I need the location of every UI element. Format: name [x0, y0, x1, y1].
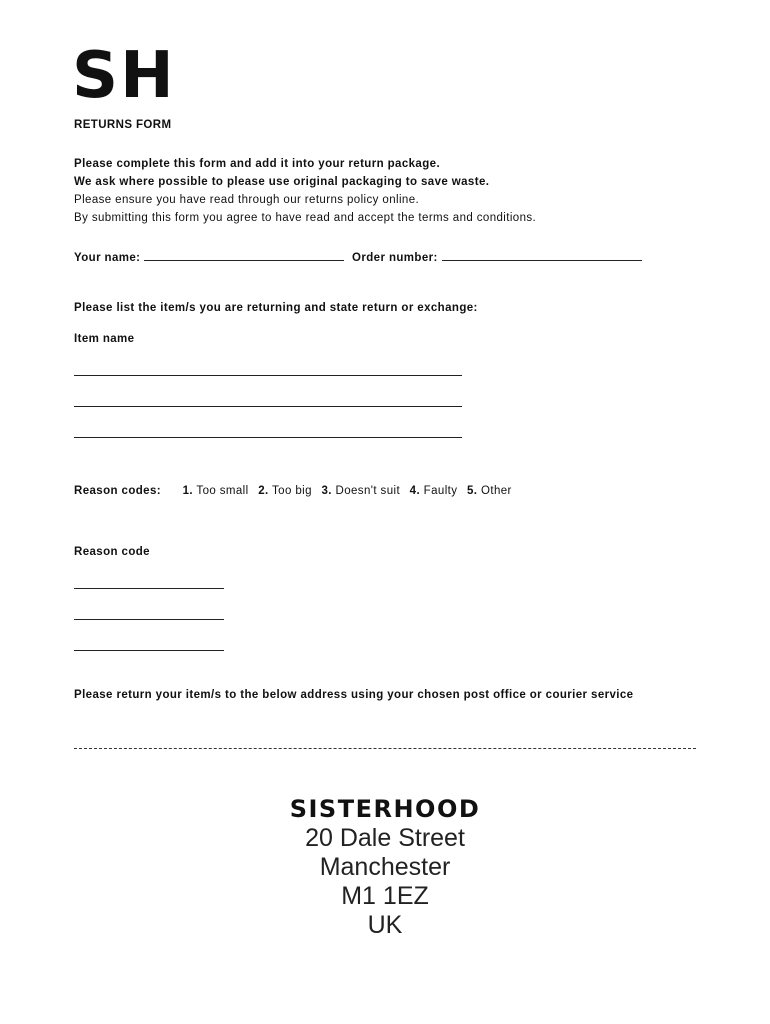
brand-name: SISTERHOOD — [289, 795, 481, 823]
address-street: 20 Dale Street — [305, 824, 465, 852]
logo: SH — [72, 39, 176, 113]
order-number-field[interactable] — [442, 250, 642, 261]
cut-line — [74, 748, 696, 749]
reason-code-text: Too big — [272, 485, 312, 497]
address-postcode: M1 1EZ — [341, 882, 429, 910]
name-field[interactable] — [144, 250, 344, 261]
intro-line-1: Please complete this form and add it into your return package. — [74, 158, 441, 170]
intro-line-4: By submitting this form you agree to have read and accept the terms and conditions. — [74, 212, 537, 224]
reason-code-label: Reason code — [74, 546, 150, 558]
reason-code-number: 3. — [321, 485, 332, 497]
items-instruction: Please list the item/s you are returning and state return or exchange: — [74, 302, 478, 314]
intro-line-3: Please ensure you have read through our returns policy online. — [74, 194, 420, 206]
reason-codes-row — [74, 485, 512, 497]
item-name-line-3[interactable] — [74, 437, 462, 438]
item-name-label: Item name — [74, 333, 135, 345]
return-instructions: Please return your item/s to the below address using your chosen post office or courier service — [74, 689, 634, 701]
reason-codes-list — [183, 485, 512, 497]
intro-text — [74, 155, 536, 227]
form-title: RETURNS FORM — [74, 119, 172, 131]
address-city: Manchester — [319, 853, 451, 881]
reason-code-text: Other — [481, 485, 512, 497]
reason-code-number: 1. — [182, 485, 194, 497]
name-order-row — [74, 250, 646, 264]
reason-code-number: 4. — [409, 485, 421, 497]
intro-line-2: We ask where possible to please use original packaging to save waste. — [74, 176, 490, 188]
reason-code-line-2[interactable] — [74, 619, 224, 620]
item-name-line-1[interactable] — [74, 375, 462, 376]
reason-code-text: Too small — [196, 485, 249, 497]
item-name-line-2[interactable] — [74, 406, 462, 407]
reason-code-line-1[interactable] — [74, 588, 224, 589]
order-number-label: Order number: — [352, 252, 438, 264]
reason-code-number: 2. — [258, 485, 269, 497]
reason-codes-label: Reason codes: — [74, 485, 162, 497]
name-label: Your name: — [74, 252, 141, 264]
reason-code-text: Faulty — [423, 485, 458, 497]
reason-code-text: Doesn't suit — [335, 485, 401, 497]
return-address — [0, 794, 770, 940]
address-country: UK — [367, 911, 403, 939]
reason-code-number: 5. — [467, 485, 478, 497]
reason-code-line-3[interactable] — [74, 650, 224, 651]
